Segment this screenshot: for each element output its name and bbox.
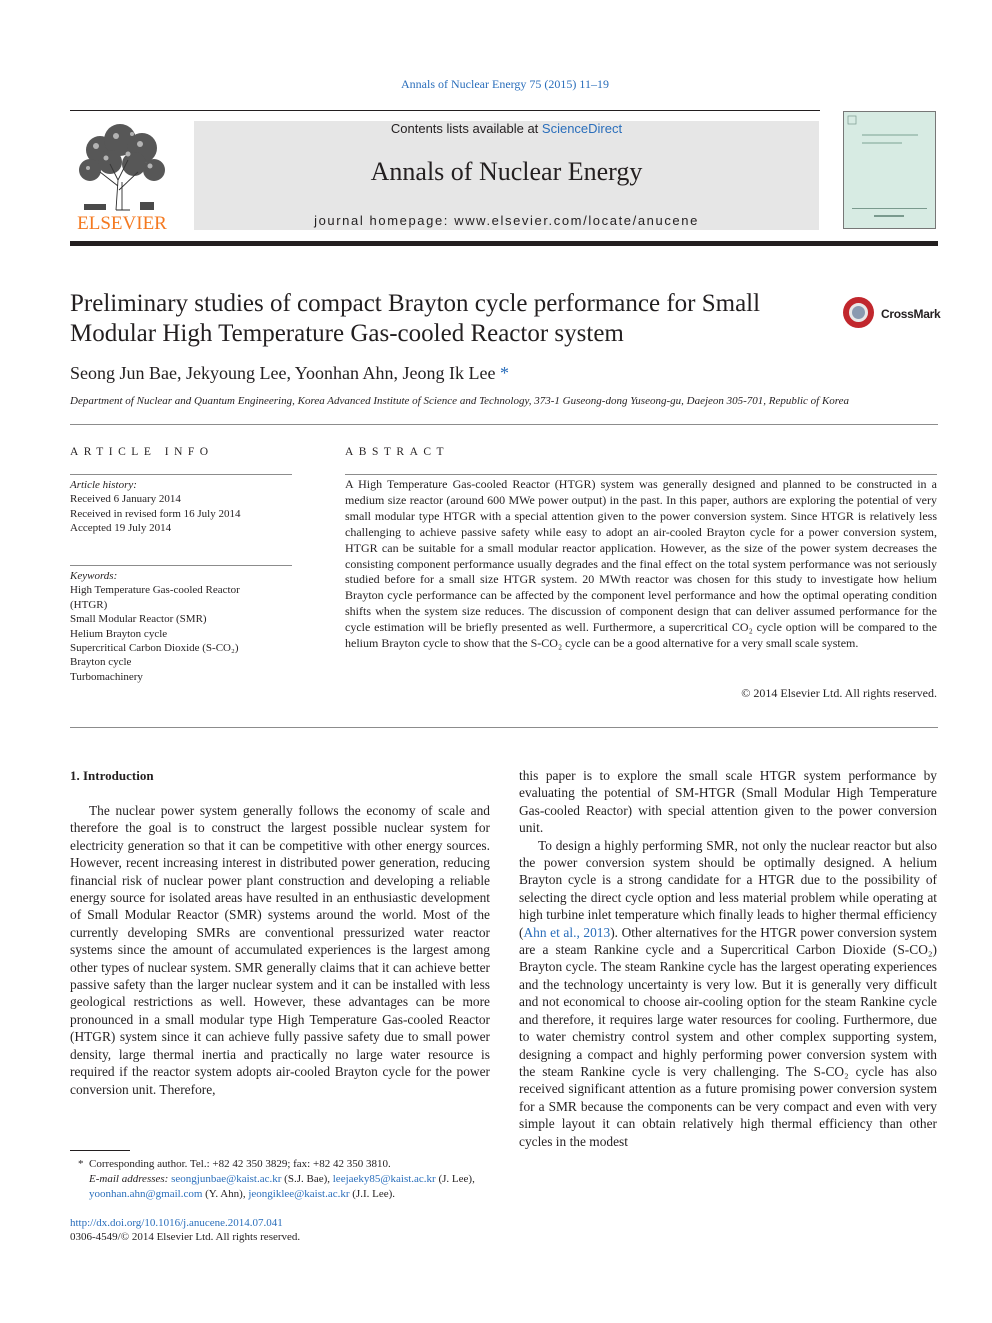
journal-name: Annals of Nuclear Energy xyxy=(370,157,643,186)
email-owner: (S.J. Bae), xyxy=(284,1173,330,1185)
email-addresses xyxy=(70,1172,490,1202)
keyword-item: Turbomachinery xyxy=(70,670,143,683)
body-divider xyxy=(70,727,938,728)
publisher-wordmark: ELSEVIER xyxy=(77,213,167,232)
paragraph-text: To design a highly performing SMR, not only the nuclear reactor but also the power conversion system should be optimally designed. A helium Brayton cycle is a strong candidate for a HTGR due to the possibility of selecting the direct cycle option and less material problem while operating at high turbine inlet temperature which finally leads to higher thermal efficiency ( xyxy=(519,837,937,940)
history-label: Article history: xyxy=(70,479,137,491)
contents-prefix: Contents lists available at xyxy=(390,121,542,136)
elsevier-tree-icon xyxy=(70,120,174,232)
corresponding-author-link[interactable]: * xyxy=(499,363,509,383)
paragraph: The nuclear power system generally follows the economy of scale and therefore the goal is to construct the largest possible nuclear system for electricity generation so that it can be competitive with other energy sources. However, recent increasing interest in distributed power generation, reducing financial risk of nuclear power plant construction and developing a reliable energy source for isolated areas have resulted in an enthusiastic development of Small Modular Reactor (SMR) systems around the world. Most of the currently developing SMRs are conventional pressurized water reactor systems since the amount of accumulated experiences is the largest among other types of nuclear system. SMR generally claims that it can achieve better passive safety than the larger nuclear system and it can be installed with less geological restrictions as well. However, these advantages can be more pronounced in a small modular type High Temperature Gas-cooled Reactor (HTGR) system since it can achieve fully passive safety due to small power density, large thermal inertia and practically no large water resource is required if the reactor system adopts air-cooled Brayton cycle for the power conversion unit. Therefore, xyxy=(70,803,490,1097)
article-title: Preliminary studies of compact Brayton cycle performance for Small Modular High Temperature Gas-cooled Reactor system xyxy=(70,290,761,347)
affiliation: Department of Nuclear and Quantum Engineering, Korea Advanced Institute of Science and Technology, 373-1 Guseong-dong Yuseong-gu, Daejeon 305-701, Republic of Korea xyxy=(70,395,850,407)
homepage-prefix: journal homepage: xyxy=(314,213,455,228)
keyword-item: Helium Brayton cycle xyxy=(70,627,168,640)
section-heading-introduction: 1. Introduction xyxy=(70,768,154,783)
citation-link-ahn-2013[interactable]: Ahn et al., 2013 xyxy=(523,924,611,940)
keywords-label: Keywords: xyxy=(70,570,118,582)
sciencedirect-link[interactable]: ScienceDirect xyxy=(541,121,623,136)
body-column-right xyxy=(519,767,937,1150)
cover-image-icon xyxy=(844,112,935,228)
revised-date: Received in revised form 16 July 2014 xyxy=(70,507,241,520)
crossmark-badge[interactable] xyxy=(843,297,943,333)
article-info-heading: ARTICLE INFO xyxy=(70,446,214,458)
author-list xyxy=(70,363,509,384)
article-info-divider xyxy=(70,474,292,475)
journal-citation-text[interactable]: Annals of Nuclear Energy 75 (2015) 11–19 xyxy=(401,77,609,91)
paragraph xyxy=(519,837,937,1150)
accepted-date: Accepted 19 July 2014 xyxy=(70,522,172,535)
article-history xyxy=(70,478,292,536)
corresponding-line xyxy=(70,1157,490,1172)
author-names: Seong Jun Bae, Jekyoung Lee, Yoonhan Ahn, Jeong Ik Lee xyxy=(70,363,496,383)
header-rule xyxy=(70,110,820,111)
elsevier-logo xyxy=(70,120,174,232)
journal-homepage xyxy=(194,213,819,228)
keyword-item: Brayton cycle xyxy=(70,656,132,669)
crossmark-icon xyxy=(843,297,874,328)
email-link[interactable]: leejaeky85@kaist.ac.kr xyxy=(332,1173,436,1185)
paragraph-text: ). Other alternatives for the HTGR power conversion system are a steam Rankine cycle and a Supercritical Carbon Dioxide (S-CO₂) Brayton cycle. The steam Rankine cycle has the largest operating experiences and the technology uncertainty is very low. But it is generally very difficult and not economical to choose air-cooling option for the steam Rankine cycle and therefore, it requires large water resources for cooling. Furthermore, due to water chemistry control system and other complex supporting system, designing a compact and highly performing power conversion system with the steam Rankine cycle is very challenging. The S-CO₂ cycle has also received significant attention as a future promising power conversion system for a SMR because the components can be very compact and even with very simple layout it can obtain relatively high thermal efficiency than other cycles in the modest xyxy=(519,924,937,1149)
keyword-item: (HTGR) xyxy=(70,598,108,611)
email-label: E-mail addresses: xyxy=(89,1173,169,1185)
email-owner: (J. Lee), xyxy=(438,1173,475,1185)
abstract-text: A High Temperature Gas-cooled Reactor (HTGR) system was generally designed and planned to be constructed in a medium size reactor (around 600 MWe power output) in the past. In this paper, authors are exploring the potential of very small modular type HTGR with a special attention given to the power conversion system. Since HTGR is relatively less challenging to achieve passive safety while easy to adopt an air-cooled Brayton cycle for a power conversion system, HTGR can be suitable for a small modular reactor application. However, as the size of the power system decreases the consisting component performance usually degrades and the final effect on the total system performance was not seriously studied before for a small size HTGR system. 20 MWth reactor was chosen for this study to investigate how helium Brayton cycle performance can be affected by the component level performance and how the optimal operating condition shifts when the system size reduces. The discussion of component design that can deliver assumed performance for the cycle estimation will be briefly presented as well. Furthermore, a supercritical CO₂ cycle option will be compared to the helium Brayton cycle to show that the S-CO₂ cycle can be a good alternative for a very small scale system. xyxy=(345,477,937,651)
footnote-rule xyxy=(70,1150,130,1151)
abstract-heading: ABSTRACT xyxy=(345,446,450,458)
email-owner: (J.I. Lee). xyxy=(352,1188,396,1200)
keywords-divider xyxy=(70,565,292,566)
keyword-item: Supercritical Carbon Dioxide (S-CO₂) xyxy=(70,642,239,655)
affiliation-divider xyxy=(70,424,938,425)
email-link[interactable]: yoonhan.ahn@gmail.com xyxy=(89,1188,203,1200)
abstract-copyright: © 2014 Elsevier Ltd. All rights reserved. xyxy=(741,686,937,700)
email-owner: (Y. Ahn), xyxy=(205,1188,246,1200)
email-link[interactable]: jeongiklee@kaist.ac.kr xyxy=(248,1188,350,1200)
header-thick-rule xyxy=(70,241,938,246)
journal-cover-thumbnail[interactable] xyxy=(843,111,936,229)
homepage-link[interactable]: www.elsevier.com/locate/anucene xyxy=(454,213,699,228)
email-link[interactable]: seongjunbae@kaist.ac.kr xyxy=(171,1173,282,1185)
footnote-mark: * xyxy=(78,1158,84,1170)
paragraph: this paper is to explore the small scale HTGR system performance by evaluating the potential of SM-HTGR (Small Modular High Temperature Gas-cooled Reactor) with special attention given to the power conversion unit. xyxy=(519,768,937,836)
contact-details: Corresponding author. Tel.: +82 42 350 3829; fax: +82 42 350 3810. xyxy=(89,1158,391,1170)
corresponding-author-footnote xyxy=(70,1157,490,1202)
journal-banner xyxy=(194,121,819,230)
keywords-list xyxy=(70,569,292,684)
body-column-left xyxy=(70,802,490,1098)
doi-link[interactable]: http://dx.doi.org/10.1016/j.anucene.2014.07.041 xyxy=(70,1217,283,1229)
journal-citation[interactable] xyxy=(0,77,992,92)
received-date: Received 6 January 2014 xyxy=(70,493,181,506)
contents-available xyxy=(194,121,819,136)
abstract-divider xyxy=(345,474,937,475)
keyword-item: High Temperature Gas-cooled Reactor xyxy=(70,584,240,597)
issn-copyright: 0306-4549/© 2014 Elsevier Ltd. All rights reserved. xyxy=(70,1231,301,1243)
keyword-item: Small Modular Reactor (SMR) xyxy=(70,613,207,626)
crossmark-label: CrossMark xyxy=(881,307,941,321)
